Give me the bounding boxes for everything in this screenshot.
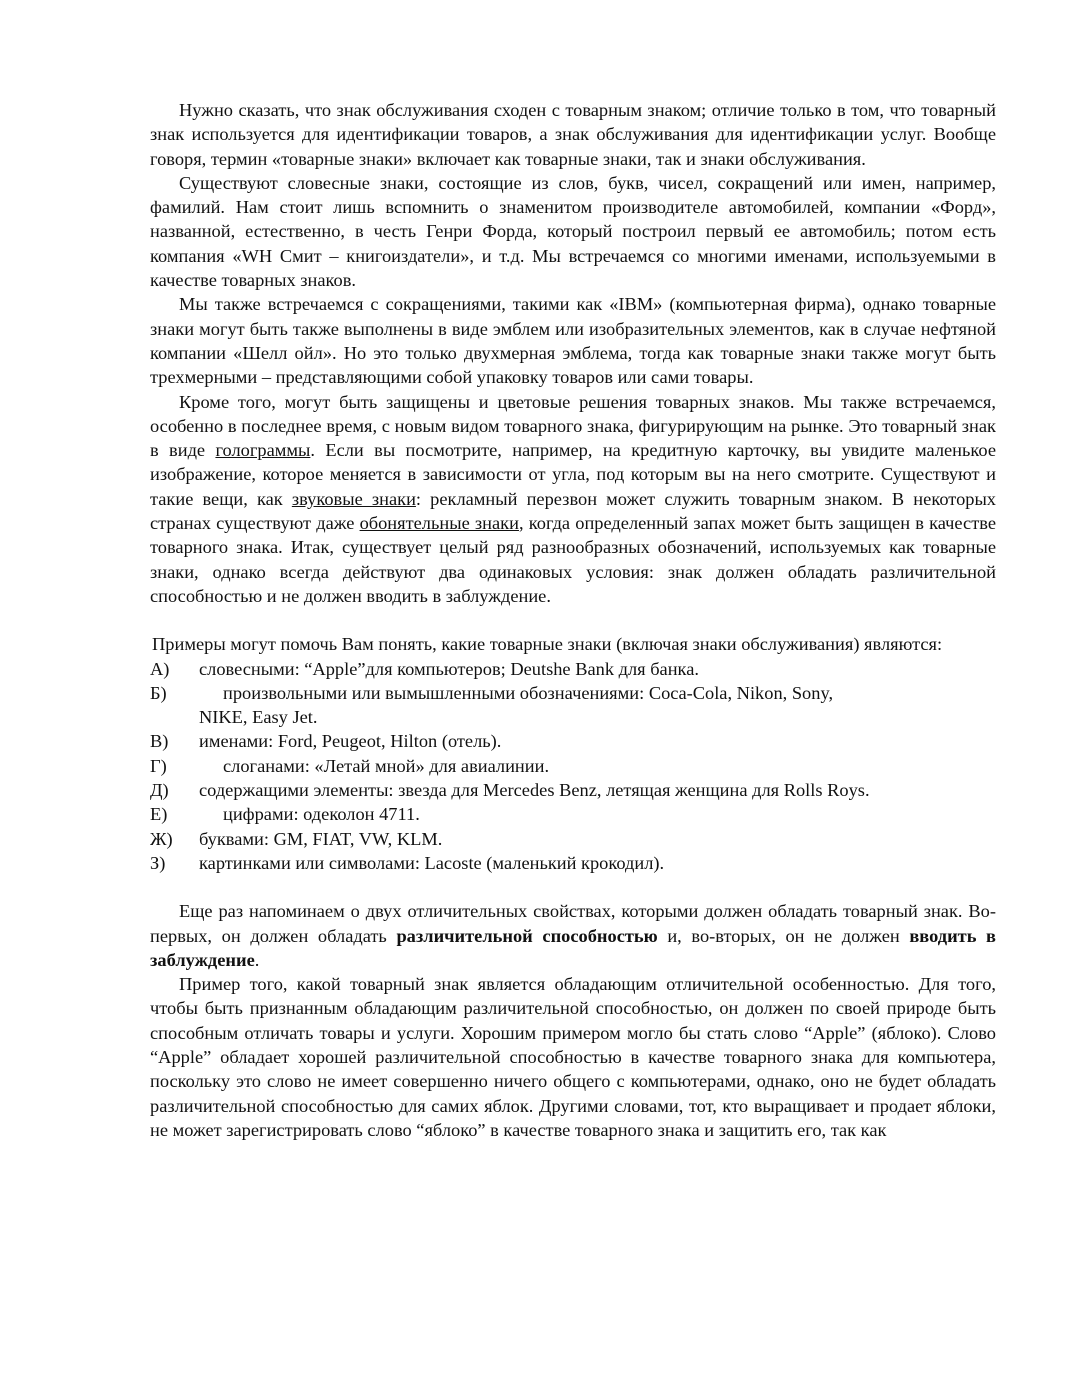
list-item-text: содержащими элементы: звезда для Mercedes Benz, летящая женщина для Rolls Roys.: [199, 780, 870, 801]
list-item: [150, 729, 996, 753]
list-item: [150, 827, 996, 851]
underlined-term-sound-marks: звуковые знаки: [291, 488, 416, 509]
list-marker: Д): [150, 780, 169, 801]
list-item: [150, 681, 996, 730]
text-run: . Если вы посмотрите, например, на кредитную карточку, вы увидите маленькое изображение, которое меняется в зависимости от угла, под которым вы на него смотрите. Существуют и такие вещи, как: [150, 440, 996, 509]
list-item-text: картинками или символами: Lacoste (маленький крокодил).: [199, 852, 665, 873]
paragraph-apple-example: Пример того, какой товарный знак является обладающим отличительной особенностью. Для того, чтобы быть признанным обладающим различительной способностью, он должен по своей природе быть способным отличать товары и услуги. Хорошим примером могло бы стать слово “Apple” (яблоко). Слово “Apple” обладает хорошей различительной способностью в качестве товарного знака для компьютера, поскольку это слово не имеет совершенно ничего общего с компьютерами, однако, оно не будет обладать различительной способностью для самих яблок. Другими словами, тот, кто выращивает и продает яблоки, не может зарегистрировать слово “яблоко” в качестве товарного знака и защитить его, так как: [150, 974, 996, 1140]
document-page: [150, 98, 996, 1142]
text-run: Еще раз напоминаем о двух отличительных свойствах, которыми должен обладать товарный знак. Во-первых, он должен обладать: [150, 901, 996, 946]
bold-term-distinctiveness: различительной способностью: [396, 925, 658, 946]
list-marker: Б): [150, 682, 167, 703]
list-marker: В): [150, 731, 169, 752]
text-run: Кроме того, могут быть защищены и цветовые решения товарных знаков. Мы также встречаемся, особенно в последнее время, с новым видом товарного знака, фигурирующим на рынке. Это товарный знак в виде: [150, 391, 996, 461]
list-marker: Ж): [150, 828, 173, 849]
list-item-text: слоганами: «Летай мной» для авиалинии.: [223, 755, 550, 776]
list-item: [150, 778, 996, 802]
list-item-text: словесными: “Apple”для компьютеров; Deutshe Bank для банка.: [199, 658, 699, 679]
paragraph-examples-intro: Примеры могут помочь Вам понять, какие товарные знаки (включая знаки обслуживания) являются:: [152, 634, 943, 655]
examples-list: [150, 657, 996, 876]
text-run: .: [254, 949, 260, 970]
list-marker: З): [150, 852, 166, 873]
list-item-text: произвольными или вымышленными обозначениями: Coca-Cola, Nikon, Sony, NIKE, Easy Jet.: [199, 682, 834, 728]
paragraph-two-properties: [150, 899, 996, 972]
list-item: [150, 802, 996, 826]
paragraph-colour-marks: [150, 390, 996, 609]
list-item: [150, 657, 996, 681]
paragraph-abbreviations: Мы также встречаемся с сокращениями, такими как «IBM» (компьютерная фирма), однако товарные знаки могут быть также выполнены в виде эмблем или изобразительных элементов, как в случае нефтяной компании «Шелл ойл». Но это только двухмерная эмблема, тогда как товарные знаки также могут быть трехмерными – представляющими собой упаковку товаров или сами товары.: [150, 294, 996, 388]
list-marker: Г): [150, 755, 167, 776]
list-item: [150, 754, 996, 778]
list-item-text: цифрами: одеколон 4711.: [223, 804, 420, 825]
underlined-term-smell-marks: обонятельные знаки: [359, 513, 519, 534]
list-item-text: именами: Ford, Peugeot, Hilton (отель).: [199, 731, 502, 752]
text-run: : рекламный перезвон может служить товарным знаком. В некоторых странах существуют даже: [150, 488, 997, 534]
list-marker: А): [150, 658, 170, 679]
list-marker: Е): [150, 804, 168, 825]
text-run: , когда определенный запах может быть защищен в качестве товарного знака. Итак, существует целый ряд разнообразных обозначений, используемых как товарные знаки, однако всегда действуют два одинаковых условия: знак должен обладать различительной способностью и не должен вводить в заблуждение.: [150, 513, 996, 606]
list-item-text: буквами: GM, FIAT, VW, KLM.: [199, 828, 443, 849]
paragraph-word-marks: Существуют словесные знаки, состоящие из слов, букв, чисел, сокращений или имен, например, фамилий. Нам стоит лишь вспомнить о знаменитом производителе автомобилей, компании «Форд», названной, естественно, в честь Генри Форда, который построил первый ее автомобиль; потом есть компания «WH Смит – книгоиздатели», и т.д. Мы встречаемся со многими именами, используемыми в качестве товарных знаков.: [150, 172, 996, 291]
text-run: и, во-вторых, он не должен: [657, 925, 910, 946]
bold-term-misleading: вводить в заблуждение: [150, 925, 996, 970]
underlined-term-hologram: голограммы: [215, 440, 311, 461]
paragraph-service-mark: Нужно сказать, что знак обслуживания сходен с товарным знаком; отличие только в том, что товарный знак используется для идентификации товаров, а знак обслуживания для идентификации услуг. Вообще говоря, термин «товарные знаки» включает как товарные знаки, так и знаки обслуживания.: [150, 100, 996, 169]
list-item: [150, 851, 996, 875]
